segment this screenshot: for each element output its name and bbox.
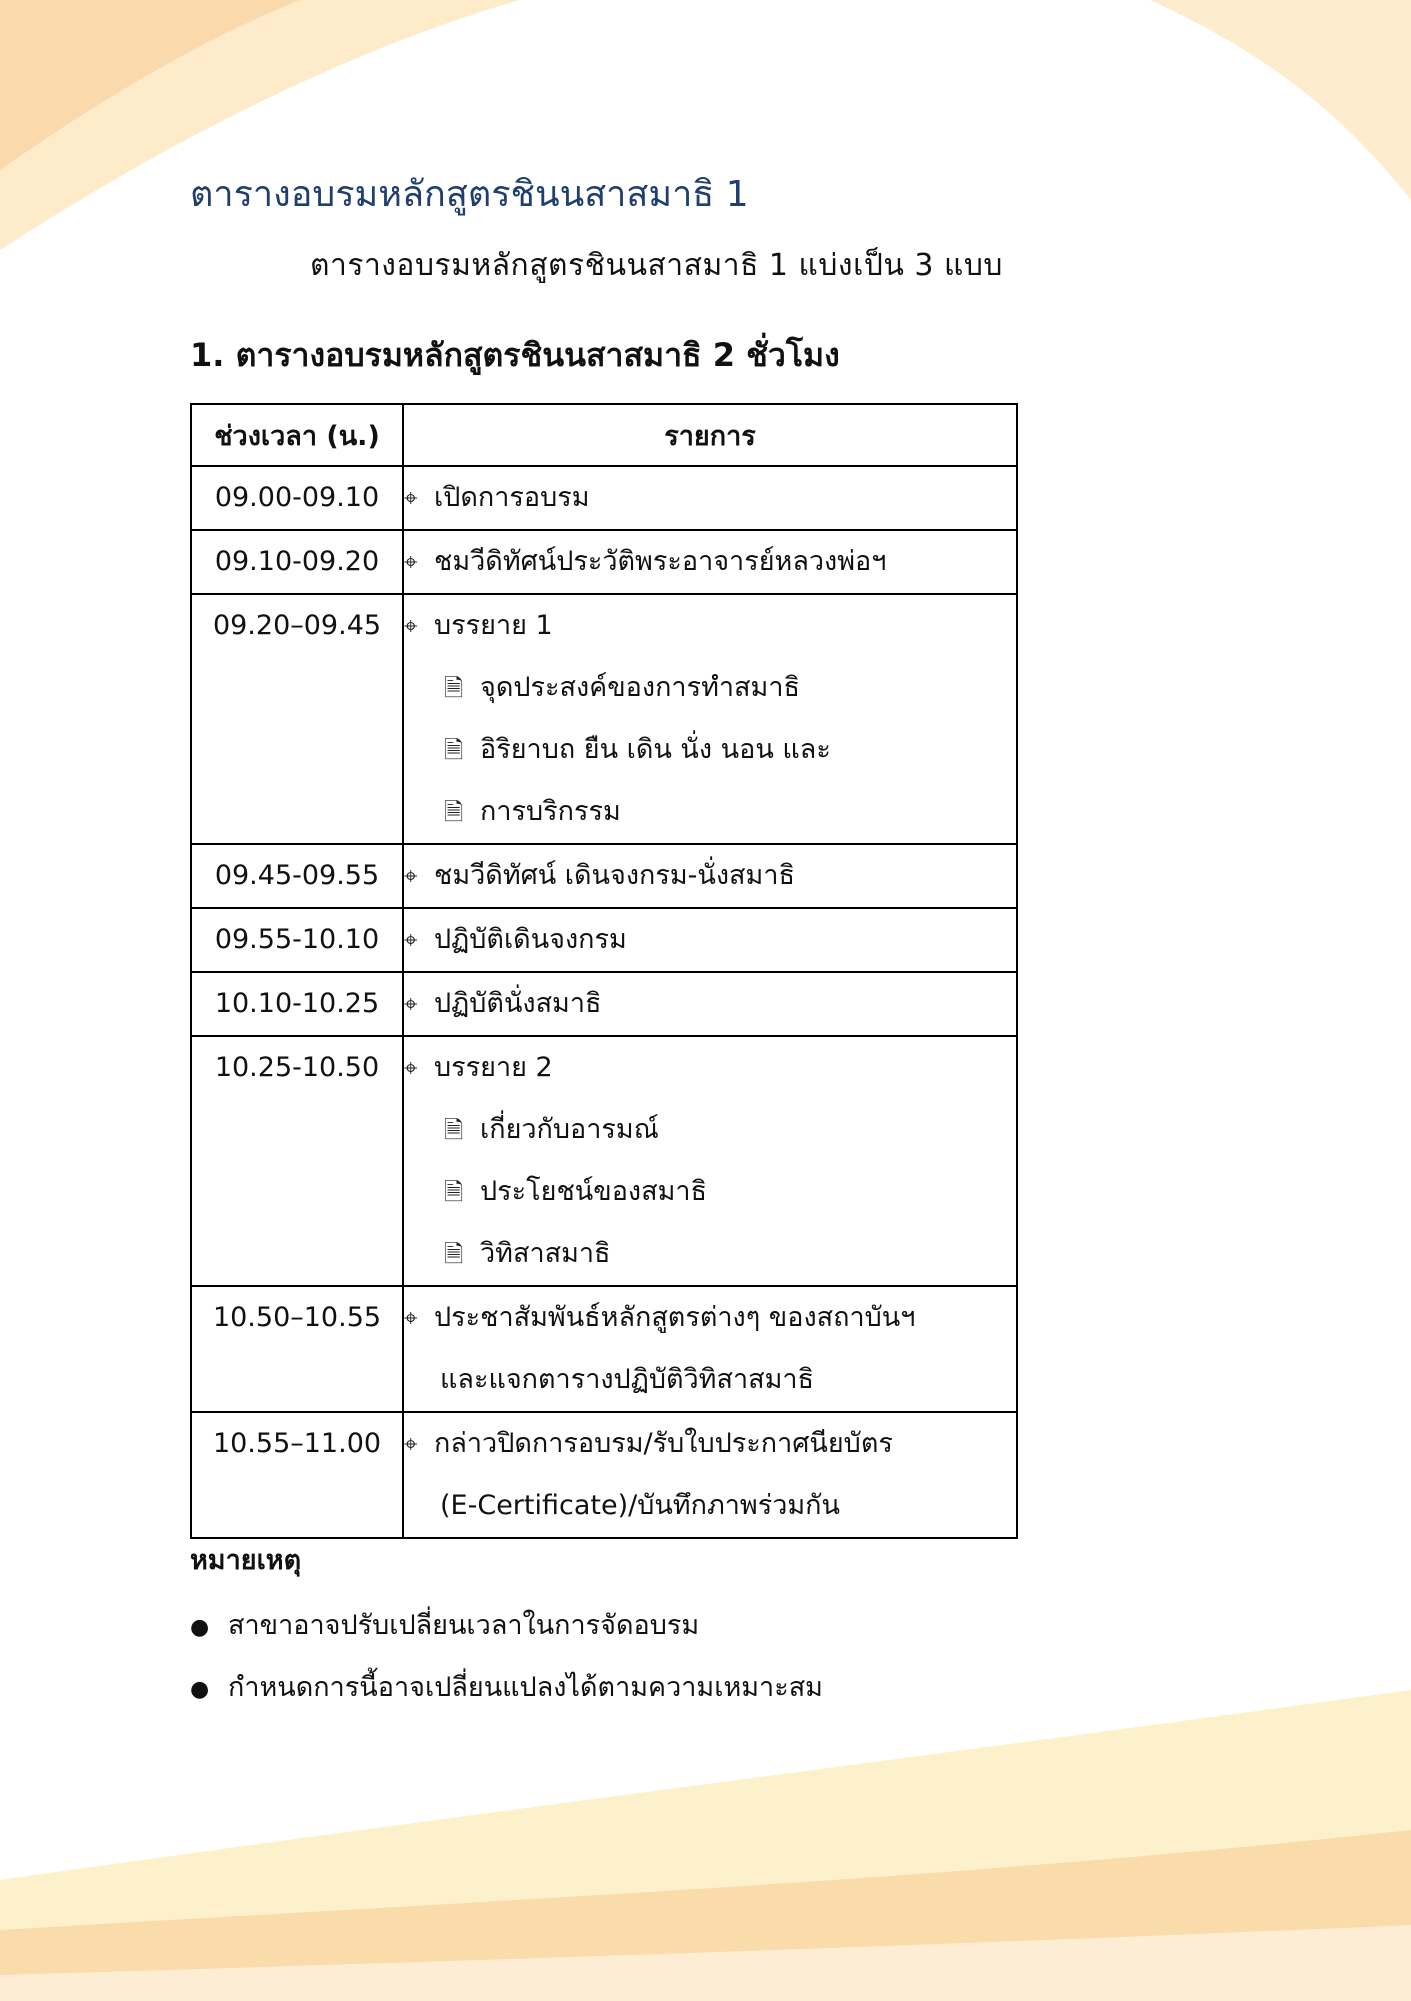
crosshair-icon: ⌖ (404, 612, 418, 640)
sub-item-text: การบริกรรม (480, 796, 621, 827)
dot-icon: ● (190, 1677, 210, 1702)
item-continuation: (E-Certificate)/บันทึกภาพร่วมกัน (440, 1490, 840, 1521)
document-icon: 🗎 (444, 798, 464, 826)
sub-item-text: จุดประสงค์ของการทำสมาธิ (480, 672, 800, 703)
dot-icon: ● (190, 1615, 210, 1640)
note-item (190, 1657, 823, 1719)
item-line (404, 845, 1016, 907)
table-row (191, 844, 1017, 908)
item-line (404, 467, 1016, 529)
item-text: เปิดการอบรม (434, 482, 590, 513)
crosshair-icon: ⌖ (404, 1054, 418, 1082)
sub-item-line (404, 1161, 1016, 1223)
row-time: 09.20–09.45 (191, 594, 403, 844)
item-continuation: และแจกตารางปฏิบัติวิทิสาสมาธิ (440, 1364, 815, 1395)
document-icon: 🗎 (444, 674, 464, 702)
table-row (191, 1412, 1017, 1538)
document-icon: 🗎 (444, 1178, 464, 1206)
table-row (191, 466, 1017, 530)
note-item (190, 1595, 823, 1657)
row-items (403, 1412, 1017, 1538)
item-text: ประชาสัมพันธ์หลักสูตรต่างๆ ของสถาบันฯ (434, 1302, 916, 1333)
table-row (191, 972, 1017, 1036)
row-time: 09.55-10.10 (191, 908, 403, 972)
crosshair-icon: ⌖ (404, 926, 418, 954)
item-line (404, 595, 1016, 657)
sub-item-line (404, 1099, 1016, 1161)
row-time: 09.10-09.20 (191, 530, 403, 594)
sub-item-text: ประโยชน์ของสมาธิ (480, 1176, 708, 1207)
sub-item-line (404, 781, 1016, 843)
row-time: 09.45-09.55 (191, 844, 403, 908)
crosshair-icon: ⌖ (404, 862, 418, 890)
item-text: ปฏิบัตินั่งสมาธิ (434, 988, 602, 1019)
sub-item-text: อิริยาบถ ยืน เดิน นั่ง นอน และ (480, 734, 831, 765)
table-row (191, 1286, 1017, 1412)
table-row (191, 530, 1017, 594)
item-text: บรรยาย 1 (434, 610, 553, 641)
item-line (404, 909, 1016, 971)
row-items (403, 530, 1017, 594)
crosshair-icon: ⌖ (404, 990, 418, 1018)
row-items (403, 594, 1017, 844)
row-items (403, 466, 1017, 530)
row-time: 10.50–10.55 (191, 1286, 403, 1412)
row-time: 10.10-10.25 (191, 972, 403, 1036)
crosshair-icon: ⌖ (404, 1304, 418, 1332)
item-line (404, 1287, 1016, 1349)
item-text: ชมวีดิทัศน์ เดินจงกรม-นั่งสมาธิ (434, 860, 795, 891)
document-icon: 🗎 (444, 1116, 464, 1144)
item-text: บรรยาย 2 (434, 1052, 553, 1083)
row-time: 10.55–11.00 (191, 1412, 403, 1538)
sub-item-line (404, 1223, 1016, 1285)
header-items: รายการ (403, 404, 1017, 466)
intro-text: ตารางอบรมหลักสูตรชินนสาสมาธิ 1 แบ่งเป็น 3 แบบ (310, 248, 1003, 283)
item-text: ชมวีดิทัศน์ประวัติพระอาจารย์หลวงพ่อฯ (434, 546, 887, 577)
row-items (403, 1286, 1017, 1412)
row-items (403, 1036, 1017, 1286)
row-items (403, 844, 1017, 908)
notes-list (190, 1595, 823, 1719)
sub-item-text: วิทิสาสมาธิ (480, 1238, 611, 1269)
row-time: 09.00-09.10 (191, 466, 403, 530)
row-items (403, 908, 1017, 972)
sub-item-text: เกี่ยวกับอารมณ์ (480, 1114, 659, 1145)
table-row (191, 1036, 1017, 1286)
notes-title: หมายเหตุ (190, 1545, 302, 1576)
table-row (191, 908, 1017, 972)
schedule-table (190, 403, 1018, 1539)
sub-item-line (404, 719, 1016, 781)
document-icon: 🗎 (444, 736, 464, 764)
item-text: ปฏิบัติเดินจงกรม (434, 924, 627, 955)
item-line (404, 1037, 1016, 1099)
document-title: ตารางอบรมหลักสูตรชินนสาสมาธิ 1 (190, 174, 749, 215)
note-text: กำหนดการนี้อาจเปลี่ยนแปลงได้ตามความเหมาะสม (228, 1672, 823, 1703)
table-row (191, 594, 1017, 844)
crosshair-icon: ⌖ (404, 484, 418, 512)
header-time: ช่วงเวลา (น.) (191, 404, 403, 466)
note-text: สาขาอาจปรับเปลี่ยนเวลาในการจัดอบรม (228, 1610, 700, 1641)
row-items (403, 972, 1017, 1036)
crosshair-icon: ⌖ (404, 548, 418, 576)
section-heading: 1. ตารางอบรมหลักสูตรชินนสาสมาธิ 2 ชั่วโมง (190, 336, 840, 374)
sub-item-line (404, 657, 1016, 719)
table-header-row (191, 404, 1017, 466)
item-text: กล่าวปิดการอบรม/รับใบประกาศนียบัตร (434, 1428, 893, 1459)
item-line (404, 1413, 1016, 1475)
crosshair-icon: ⌖ (404, 1430, 418, 1458)
row-time: 10.25-10.50 (191, 1036, 403, 1286)
document-icon: 🗎 (444, 1240, 464, 1268)
item-line (404, 531, 1016, 593)
item-line (404, 973, 1016, 1035)
